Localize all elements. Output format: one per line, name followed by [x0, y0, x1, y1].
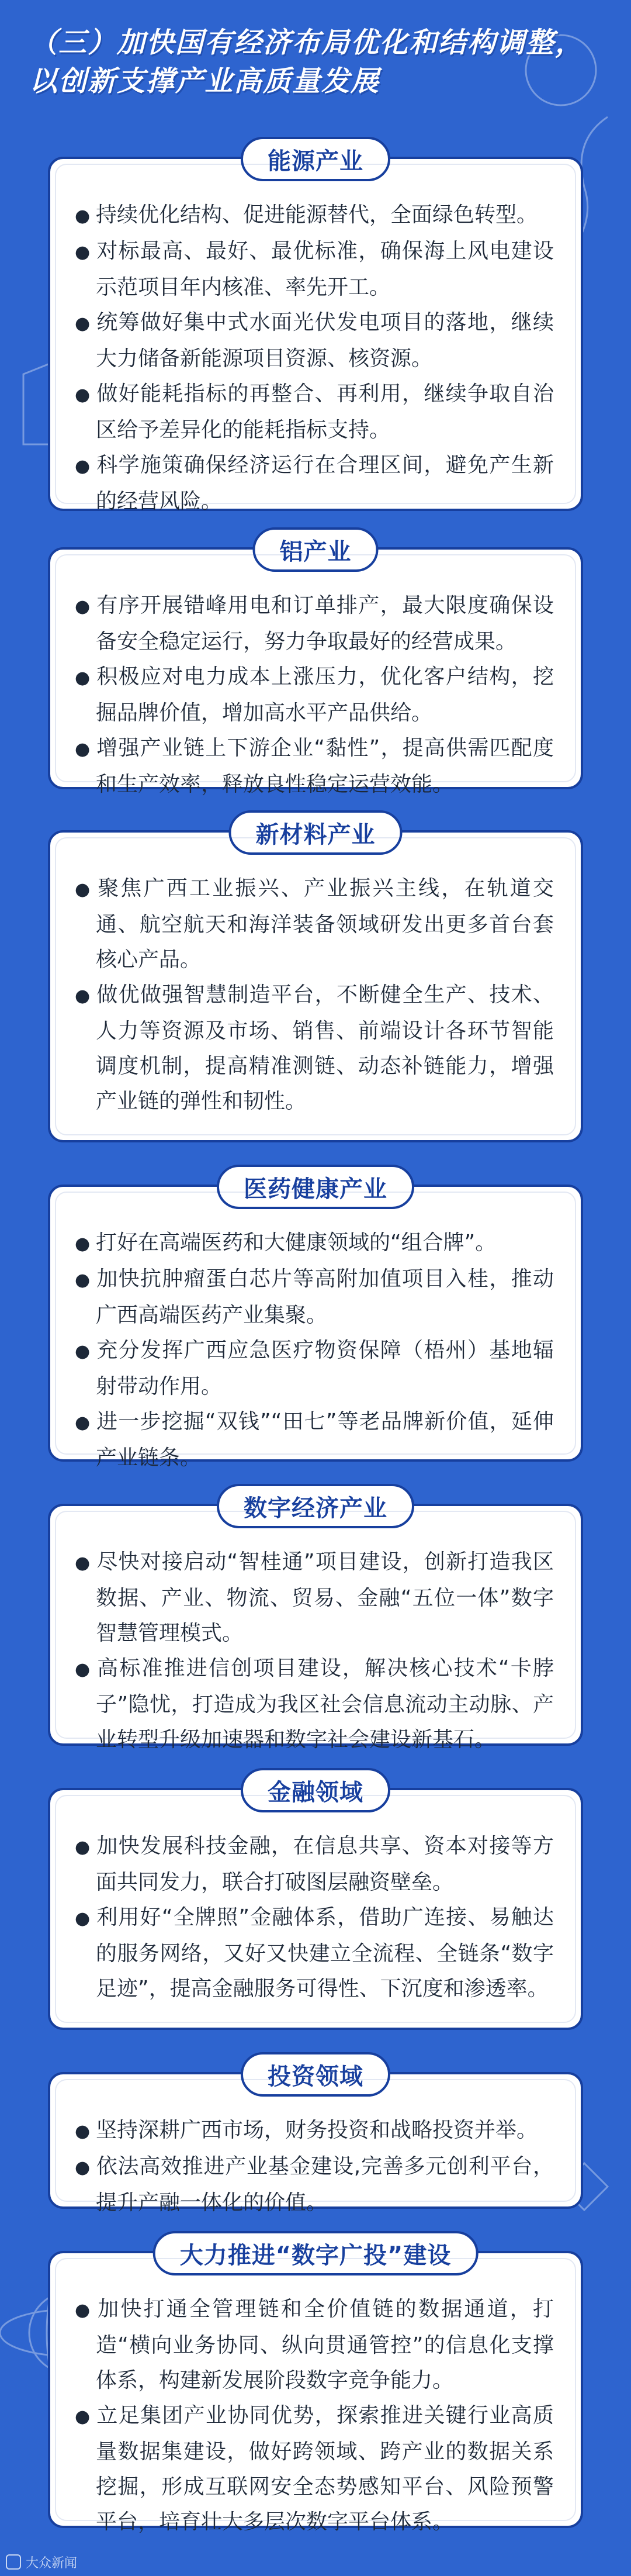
list-item [75, 2398, 554, 2540]
item-text: 加快打通全管理链和全价值链的数据通道，打造“横向业务协同、纵向贯通管控”的信息化支撑体系，构建新发展阶段数字竞争能力。 [96, 2297, 554, 2392]
section-digital-economy [48, 1494, 583, 1752]
section-title: 数字经济产业 [244, 1494, 387, 1522]
section-investment [48, 2063, 583, 2215]
list-item [75, 1651, 554, 1757]
bullet-icon: ● [75, 1659, 91, 1680]
section-title: 金融领域 [268, 1779, 363, 1806]
bullet-icon: ● [75, 385, 91, 405]
item-text: 对标最高、最好、最优标准，确保海上风电建设示范项目年内核准、率先开工。 [96, 239, 554, 299]
section-title: 铝产业 [279, 538, 352, 565]
item-text: 做好能耗指标的再整合、再利用，继续争取自治区给予差异化的能耗指标支持。 [96, 382, 554, 442]
bullet-icon: ● [75, 668, 91, 688]
bullet-icon: ● [75, 1553, 91, 1573]
item-list [50, 1506, 581, 1757]
item-text: 依法高效推进产业基金建设,完善多元创利平台，提升产融一体化的价值。 [96, 2154, 554, 2215]
list-item [75, 305, 554, 377]
item-text: 坚持深耕广西市场，财务投资和战略投资并举。 [96, 2118, 538, 2142]
section-new-materials [48, 821, 583, 1142]
header-title-line-1: （三）加快国有经济布局优化和结构调整， [29, 26, 585, 59]
section-digital-guangtou [48, 2242, 583, 2534]
item-text: 尽快对接启动“智桂通”项目建设，创新打造我区数据、产业、物流、贸易、金融“五位一体”数字智慧管理模式。 [96, 1550, 554, 1645]
page-header [0, 23, 613, 111]
bullet-icon: ● [75, 1270, 91, 1290]
section-title-pill [241, 137, 390, 181]
item-list [50, 2253, 581, 2540]
bullet-icon: ● [75, 1837, 91, 1857]
list-item [75, 588, 554, 659]
bullet-icon: ● [75, 1413, 91, 1433]
list-item [75, 2149, 554, 2221]
section-title-pill [253, 527, 379, 572]
list-item [75, 1545, 554, 1651]
section-title: 新材料产业 [255, 821, 376, 848]
list-item [75, 1900, 554, 2007]
list-item [75, 659, 554, 731]
item-text: 加快抗肿瘤蛋白芯片等高附加值项目入桂，推动广西高端医药产业集聚。 [96, 1267, 554, 1327]
item-text: 打好在高端医药和大健康领域的“组合牌”。 [96, 1231, 497, 1255]
bullet-icon: ● [75, 2406, 91, 2427]
bullet-icon: ● [75, 1234, 91, 1254]
item-text: 聚焦广西工业振兴、产业振兴主线，在轨道交通、航空航天和海洋装备领域研发出更多首台套核心产品。 [96, 876, 554, 972]
item-text: 增强产业链上下游企业“黏性”，提高供需匹配度和生产效率，释放良性稳定运营效能。 [96, 736, 554, 796]
bullet-icon: ● [75, 2121, 91, 2142]
list-item [75, 234, 554, 305]
bullet-icon: ● [75, 2300, 91, 2321]
list-item [75, 731, 554, 802]
item-text: 做优做强智慧制造平台，不断健全生产、技术、人力等资源及市场、销售、前端设计各环节智能调度机制，提高精准测链、动态补链能力，增强产业链的弹性和韧性。 [96, 983, 554, 1113]
bullet-icon: ● [75, 2157, 91, 2178]
watermark-text: 大众新闻 [26, 2556, 78, 2571]
header-title-line-2: 以创新支撑产业高质量发展 [29, 65, 380, 98]
item-text: 进一步挖掘“双钱”“田七”等老品牌新价值，延伸产业链条。 [96, 1410, 554, 1470]
bullet-icon: ● [75, 206, 91, 226]
section-title-pill [153, 2231, 479, 2275]
item-text: 科学施策确保经济运行在合理区间，避免产生新的经营风险。 [96, 453, 554, 513]
news-logo-icon [6, 2554, 21, 2570]
section-title-pill [229, 810, 403, 855]
section-title-pill [241, 2052, 390, 2097]
section-title: 医药健康产业 [244, 1175, 387, 1203]
list-item [75, 1262, 554, 1333]
watermark [0, 2550, 175, 2574]
item-list [50, 1187, 581, 1476]
item-text: 立足集团产业协同优势，探索推进关键行业高质量数据集建设，做好跨领域、跨产业的数据关系挖掘，形成互联网安全态势感知平台、风险预警平台，培育壮大多层次数字平台体系。 [96, 2404, 554, 2534]
item-text: 充分发挥广西应急医疗物资保障（梧州）基地辐射带动作用。 [96, 1338, 554, 1399]
list-item [75, 2292, 554, 2398]
list-item [75, 448, 554, 519]
bullet-icon: ● [75, 596, 91, 617]
list-item [75, 1404, 554, 1476]
bullet-icon: ● [75, 986, 91, 1006]
item-list [50, 1790, 581, 2007]
section-title: 投资领域 [268, 2063, 363, 2090]
list-item [75, 1225, 554, 1262]
item-list [50, 550, 581, 802]
bullet-icon: ● [75, 242, 91, 263]
list-item [75, 2113, 554, 2149]
item-list [50, 833, 581, 1119]
item-text: 加快发展科技金融，在信息共享、资本对接等方面共同发力，联合打破图层融资壁垒。 [96, 1834, 554, 1894]
section-aluminum [48, 538, 583, 796]
section-finance [48, 1779, 583, 2030]
bullet-icon: ● [75, 739, 91, 759]
section-title: 能源产业 [268, 147, 363, 175]
list-item [75, 1333, 554, 1404]
list-item [75, 198, 554, 234]
section-title: 大力推进“数字广投”建设 [179, 2242, 452, 2269]
section-title-pill [217, 1484, 414, 1528]
item-text: 积极应对电力成本上涨压力，优化客户结构，挖掘品牌价值，增加高水平产品供给。 [96, 665, 554, 725]
item-text: 有序开展错峰用电和订单排产，最大限度确保设备安全稳定运行，努力争取最好的经营成果。 [96, 593, 554, 654]
list-item [75, 978, 554, 1119]
list-item [75, 377, 554, 448]
section-energy [48, 147, 583, 513]
item-text: 利用好“全牌照”金融体系，借助广连接、易触达的服务网络，又好又快建立全流程、全链条“数字足迹”，提高金融服务可得性、下沉度和渗透率。 [96, 1905, 554, 2001]
item-text: 持续优化结构、促进能源替代，全面绿色转型。 [96, 203, 538, 227]
bullet-icon: ● [75, 313, 91, 334]
section-title-pill [241, 1768, 390, 1812]
section-title-pill [217, 1165, 414, 1209]
list-item [75, 871, 554, 978]
item-text: 统筹做好集中式水面光伏发电项目的落地，继续大力储备新能源项目资源、核资源。 [96, 310, 554, 371]
item-list [50, 159, 581, 519]
item-text: 高标准推进信创项目建设，解决核心技术“卡脖子”隐忧，打造成为我区社会信息流动主动脉、产业转型升级加速器和数字社会建设新基石。 [96, 1656, 554, 1752]
bullet-icon: ● [75, 879, 91, 900]
bullet-icon: ● [75, 1908, 91, 1929]
list-item [75, 1829, 554, 1900]
bullet-icon: ● [75, 456, 91, 476]
section-pharma-health [48, 1175, 583, 1470]
bullet-icon: ● [75, 1341, 91, 1362]
